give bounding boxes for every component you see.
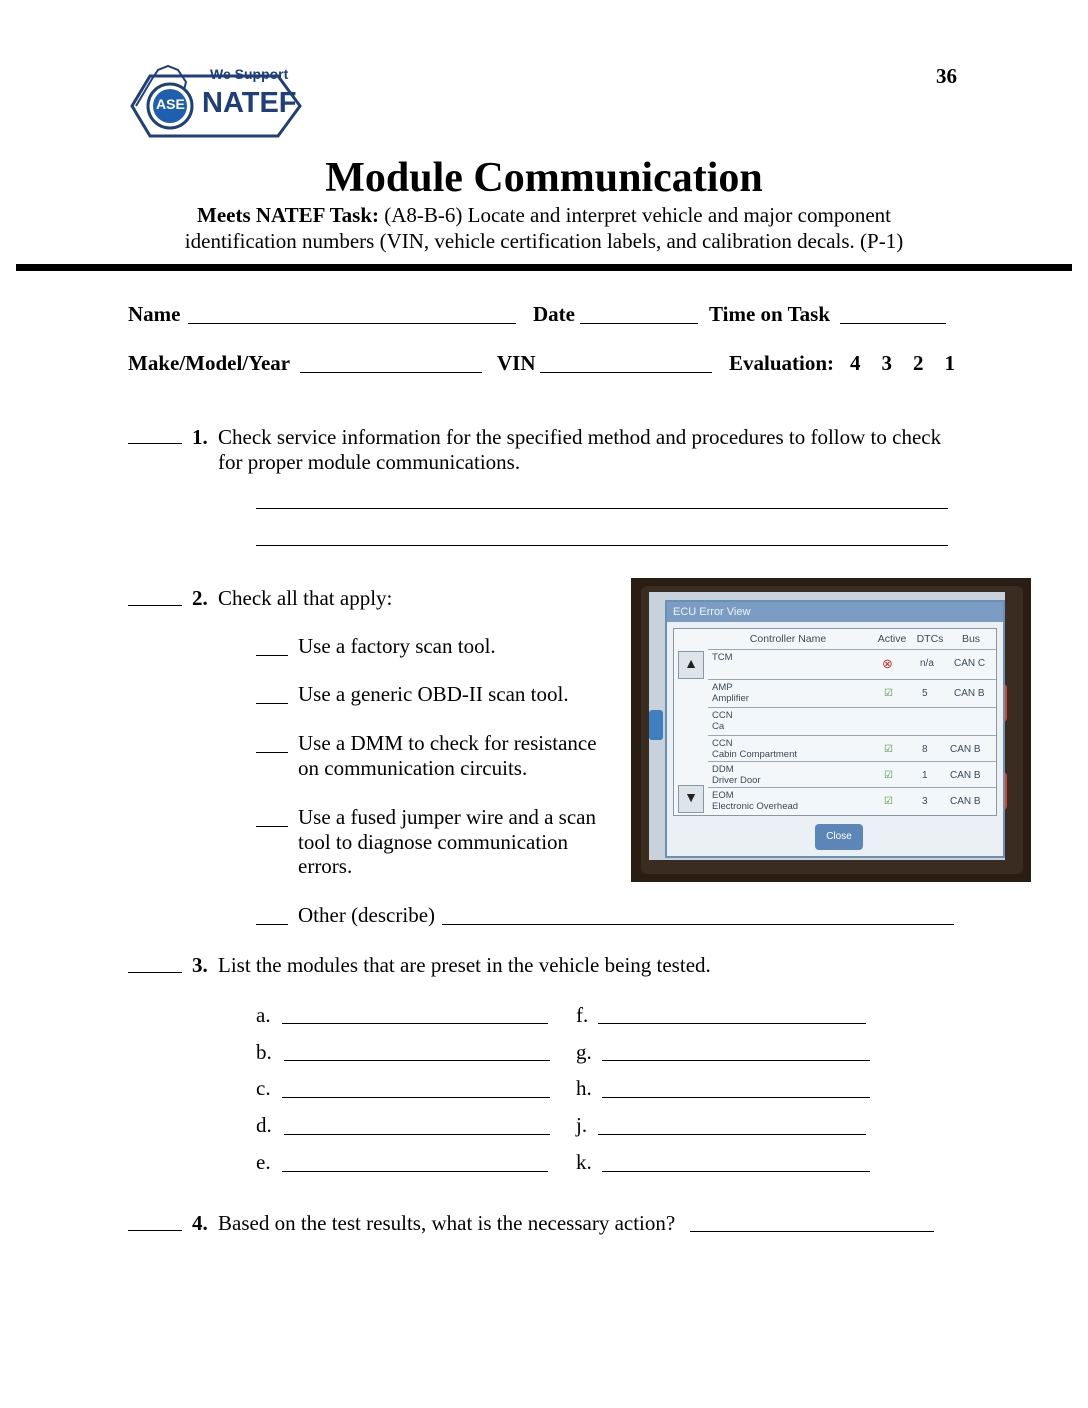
logo-badge-text: ASE [156, 96, 185, 112]
table-row [708, 787, 996, 814]
time-on-task-field[interactable] [840, 323, 946, 324]
row-name: AMP Amplifier [712, 682, 749, 704]
module-k-line[interactable] [602, 1171, 870, 1172]
row-bus: CAN B [950, 770, 981, 781]
row-bus: CAN B [950, 796, 981, 807]
header-dtcs: DTCs [916, 633, 944, 645]
ecu-window-title: ECU Error View [667, 602, 1003, 622]
module-j-line[interactable] [598, 1134, 866, 1135]
row-dtcs: n/a [920, 658, 934, 669]
monitor-screen [649, 592, 1005, 860]
task-line-1 [0, 203, 1088, 227]
task-label: Meets NATEF Task: [197, 203, 380, 227]
task-line-2: identification numbers (VIN, vehicle certification labels, and calibration decals. (P-1) [184, 229, 904, 253]
module-b-letter: b. [256, 1040, 272, 1064]
table-row [708, 735, 996, 762]
error-icon: ⊗ [882, 656, 893, 671]
q4-check-blank[interactable] [128, 1230, 182, 1231]
option-other-text: Other (describe) [298, 903, 436, 927]
module-c-line[interactable] [282, 1097, 550, 1098]
other-describe-line[interactable] [442, 924, 954, 925]
row-name: EOM Electronic Overhead [712, 790, 799, 812]
scroll-down-icon: ▼ [678, 785, 704, 813]
row-bus: CAN B [954, 688, 985, 699]
module-k-letter: k. [576, 1150, 592, 1174]
q1-check-blank[interactable] [128, 443, 182, 444]
check-icon: ☑ [884, 770, 893, 781]
module-j-letter: j. [576, 1113, 588, 1137]
date-field[interactable] [580, 323, 698, 324]
table-row [708, 761, 996, 788]
module-a-line[interactable] [282, 1023, 548, 1024]
module-c-letter: c. [256, 1076, 271, 1100]
module-h-letter: h. [576, 1076, 592, 1100]
vin-field[interactable] [540, 372, 712, 373]
make-model-year-label: Make/Model/Year [128, 351, 291, 375]
ecu-table [673, 628, 997, 816]
header-bus: Bus [961, 633, 981, 645]
module-e-line[interactable] [282, 1171, 548, 1172]
ecu-error-view-photo [631, 578, 1031, 882]
row-bus: CAN C [954, 658, 986, 669]
q3-check-blank[interactable] [128, 972, 182, 973]
q2-check-blank[interactable] [128, 605, 182, 606]
module-h-line[interactable] [602, 1097, 870, 1098]
module-b-line[interactable] [284, 1060, 550, 1061]
row-name: DDM Driver Door [712, 764, 761, 786]
table-row [708, 679, 996, 710]
check-icon: ☑ [884, 796, 893, 807]
row-dtcs: 8 [922, 744, 928, 755]
q3-number: 3. [192, 953, 208, 977]
q2-number: 2. [192, 586, 208, 610]
option-4-text-2: tool to diagnose communication [298, 830, 569, 854]
option-3-blank[interactable] [256, 752, 288, 753]
option-2-blank[interactable] [256, 703, 288, 704]
q3-text: List the modules that are preset in the vehicle being tested. [218, 953, 711, 977]
module-f-letter: f. [576, 1003, 589, 1027]
q4-number: 4. [192, 1211, 208, 1235]
row-name: TCM [712, 652, 733, 663]
scroll-up-icon: ▲ [678, 651, 704, 679]
time-on-task-label: Time on Task [709, 302, 831, 326]
logo-main-text: NATEF [202, 87, 297, 119]
header-active: Active [877, 633, 907, 645]
option-4-text-3: errors. [298, 854, 353, 878]
module-d-letter: d. [256, 1113, 272, 1137]
option-4-text-1: Use a fused jumper wire and a scan [298, 805, 596, 829]
module-g-line[interactable] [602, 1060, 870, 1061]
name-field[interactable] [188, 323, 516, 324]
task-text-1: (A8-B-6) Locate and interpret vehicle and major component [384, 203, 891, 227]
side-tab-left [649, 710, 663, 740]
option-2-text: Use a generic OBD-II scan tool. [298, 682, 569, 706]
q1-text-1: Check service information for the specified method and procedures to follow to check [218, 425, 942, 449]
q1-text-2: for proper module communications. [218, 450, 521, 474]
q4-answer-line[interactable] [690, 1231, 934, 1232]
evaluation-label: Evaluation: [729, 351, 835, 375]
page-number: 36 [936, 64, 957, 88]
evaluation-scores[interactable]: 4 3 2 1 [850, 351, 955, 375]
header-controller-name: Controller Name [749, 633, 827, 645]
option-other-blank[interactable] [256, 924, 288, 925]
row-name: CCN Cabin Compartment [712, 738, 798, 760]
row-dtcs: 1 [922, 770, 928, 781]
close-button: Close [815, 824, 863, 850]
date-label: Date [533, 302, 575, 326]
module-g-letter: g. [576, 1040, 592, 1064]
q1-answer-line-2[interactable] [256, 545, 948, 546]
q4-text: Based on the test results, what is the necessary action? [218, 1211, 676, 1235]
option-1-text: Use a factory scan tool. [298, 634, 496, 658]
q1-number: 1. [192, 425, 208, 449]
table-row [708, 707, 996, 736]
module-a-letter: a. [256, 1003, 271, 1027]
check-icon: ☑ [884, 744, 893, 755]
q1-answer-line-1[interactable] [256, 508, 948, 509]
option-4-blank[interactable] [256, 826, 288, 827]
table-row [708, 649, 996, 680]
header-divider [16, 264, 1072, 271]
module-d-line[interactable] [284, 1134, 550, 1135]
row-dtcs: 3 [922, 796, 928, 807]
check-icon: ☑ [884, 688, 893, 699]
name-label: Name [128, 302, 181, 326]
option-3-text-2: on communication circuits. [298, 756, 528, 780]
ase-natef-logo [128, 60, 308, 152]
ecu-window [665, 600, 1005, 858]
logo-top-text: We Support [210, 66, 289, 82]
vin-label: VIN [497, 351, 536, 375]
row-name: CCN Ca [712, 710, 733, 732]
row-dtcs: 5 [922, 688, 928, 699]
row-bus: CAN B [950, 744, 981, 755]
make-model-year-field[interactable] [300, 372, 482, 373]
option-3-text-1: Use a DMM to check for resistance [298, 731, 597, 755]
module-e-letter: e. [256, 1150, 271, 1174]
option-1-blank[interactable] [256, 655, 288, 656]
page-title: Module Communication [325, 155, 763, 201]
module-f-line[interactable] [598, 1023, 866, 1024]
q2-text: Check all that apply: [218, 586, 393, 610]
